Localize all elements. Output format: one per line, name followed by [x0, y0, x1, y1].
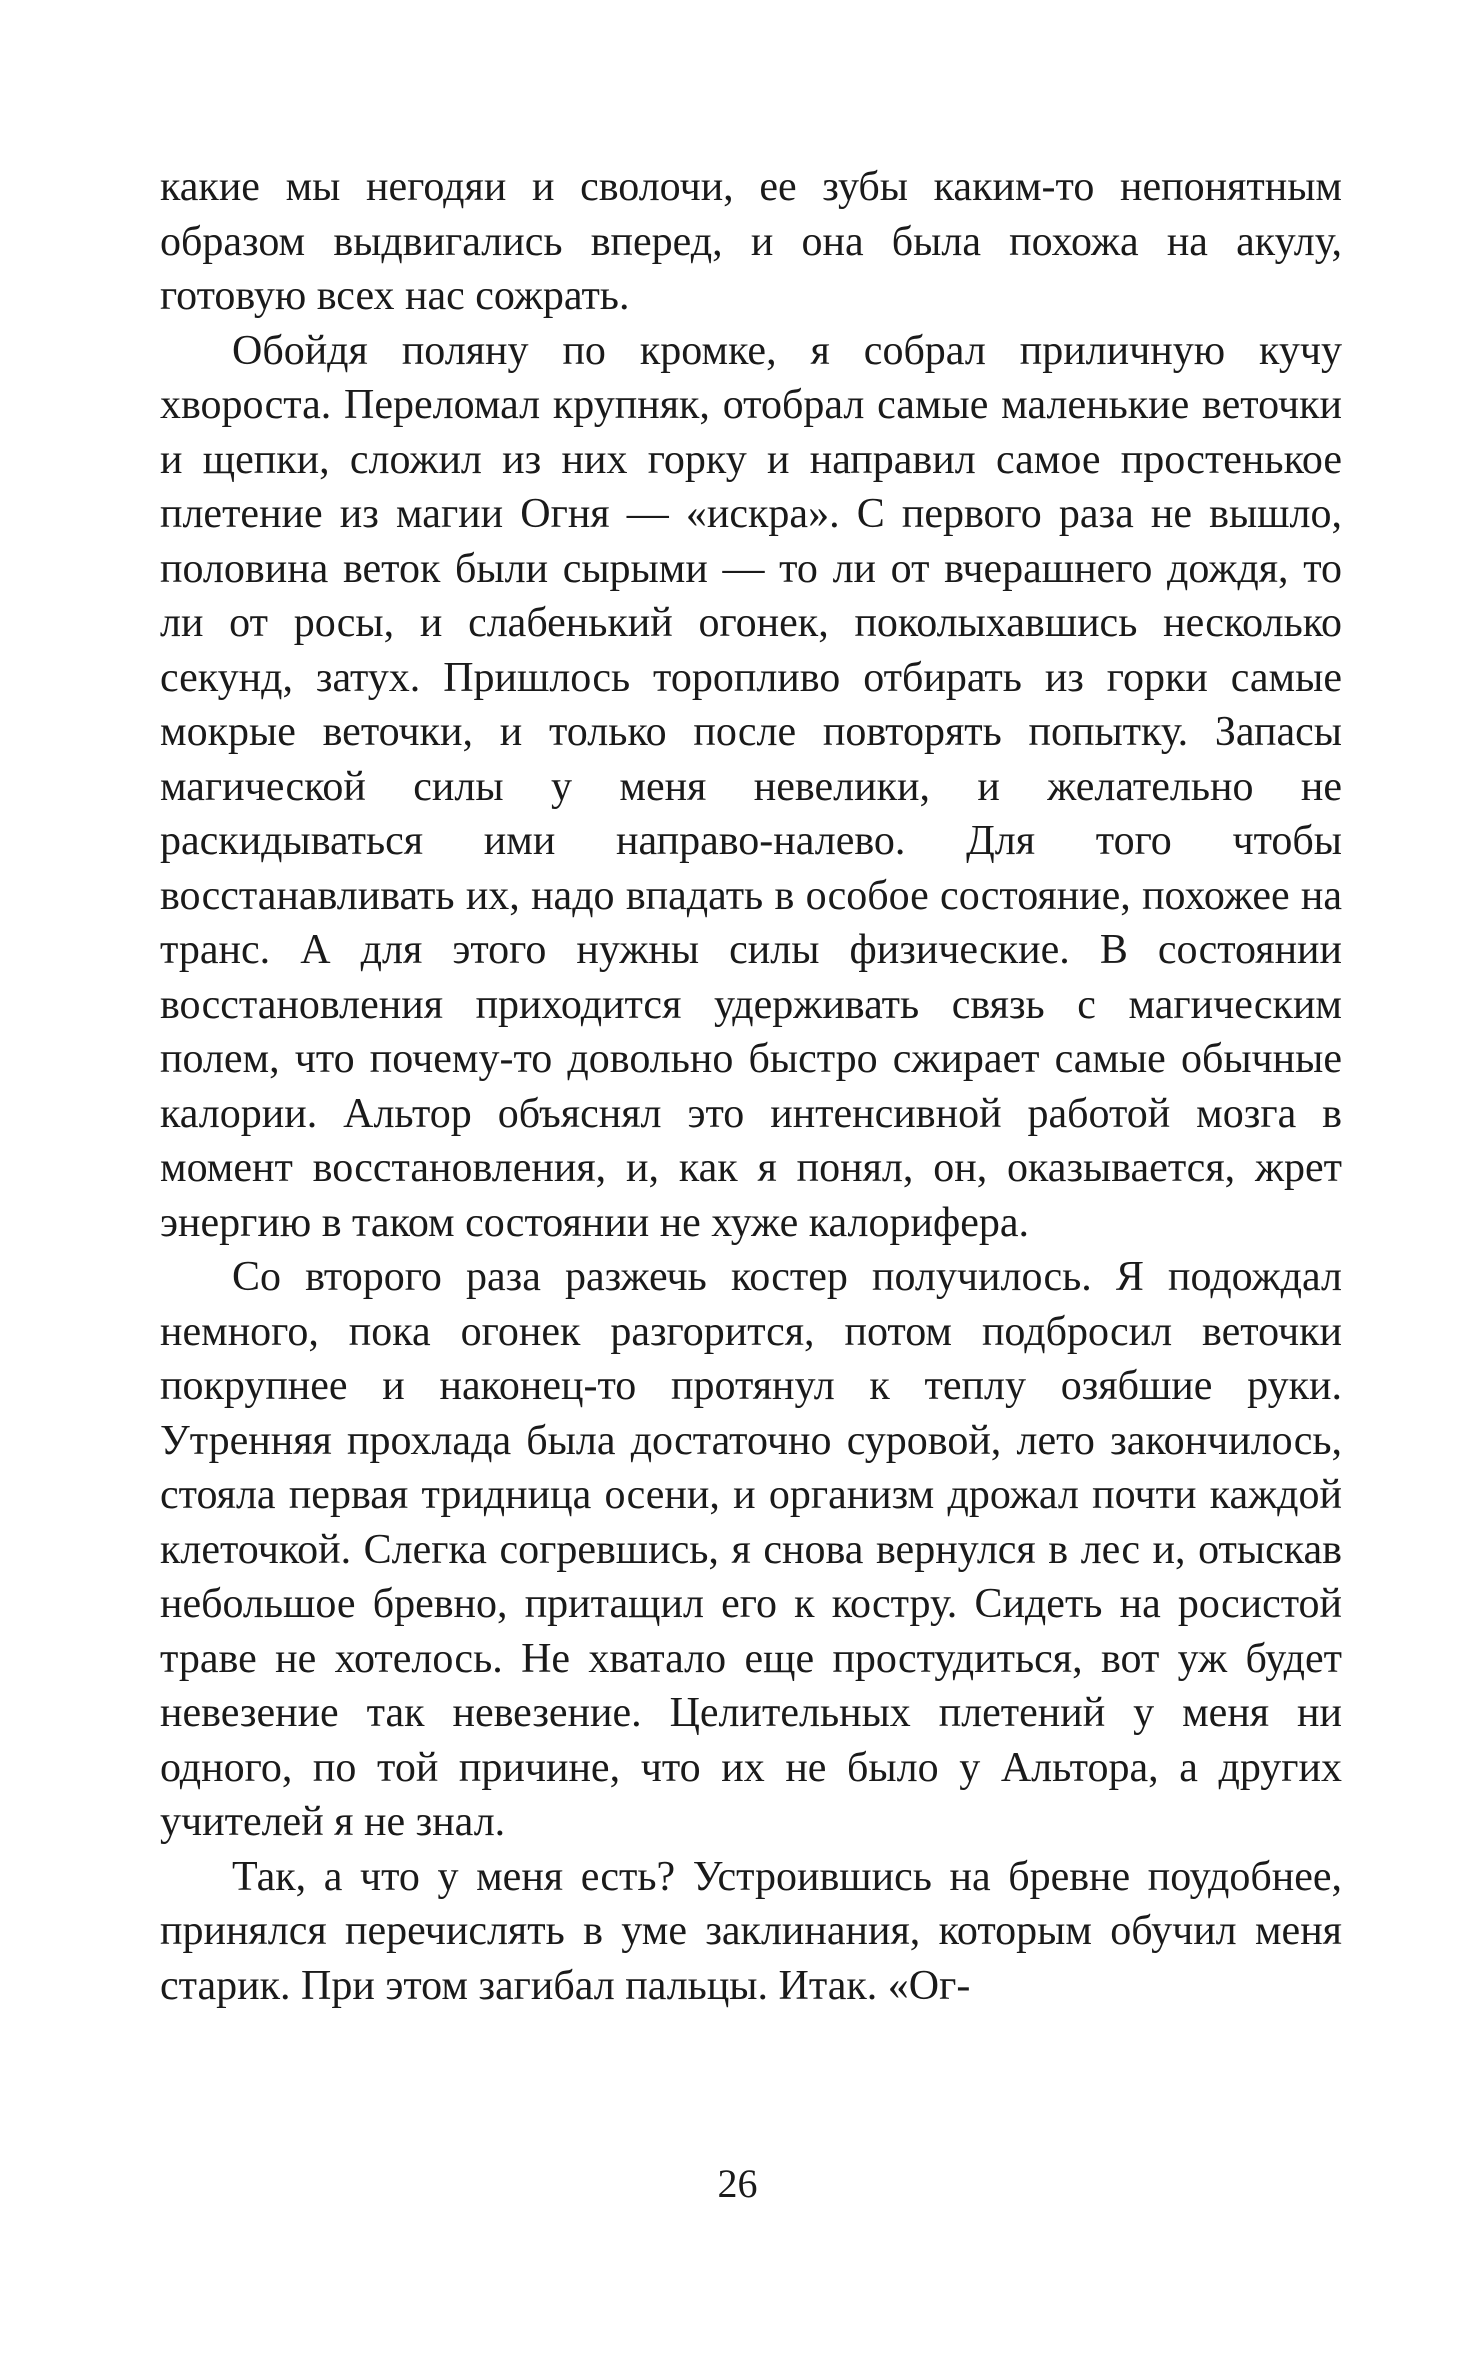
page-body: [160, 160, 1342, 2013]
paragraph-2: Обойдя поляну по кромке, я собрал приличную кучу хвороста. Переломал крупняк, отобрал самые маленькие веточки и щепки, сложил из них горку и направил самое простенькое плетение из магии Огня — «искра». С первого раза не вышло, половина веток были сырыми — то ли от вчерашнего дождя, то ли от росы, и слабенький огонек, поколыхавшись несколько секунд, затух. Пришлось торопливо отбирать из горки самые мокрые веточки, и только после повторять попытку. Запасы магической силы у меня невелики, и желательно не раскидываться ими направо-налево. Для того чтобы восстанавливать их, надо впадать в особое состояние, похожее на транс. А для этого нужны силы физические. В состоянии восстановления приходится удерживать связь с магическим полем, что почему-то довольно быстро сжирает самые обычные калории. Альтор объяснял это интенсивной работой мозга в момент восстановления, и, как я понял, он, оказывается, жрет энергию в таком состоянии не хуже калорифера.: [160, 327, 1342, 1246]
paragraph-1: какие мы негодяи и сволочи, ее зубы каким-то непонятным образом выдвигались вперед, и она была похожа на акулу, готовую всех нас сожрать.: [160, 164, 1342, 319]
paragraph-4: Так, а что у меня есть? Устроившись на бревне поудобнее, принялся перечислять в уме заклинания, которым обучил меня старик. При этом загибал пальцы. Итак. «Ог-: [160, 1853, 1342, 2009]
page-number: 26: [717, 2161, 758, 2206]
paragraph-3: Со второго раза разжечь костер получилось. Я подождал немного, пока огонек разгорится, потом подбросил веточки покрупнее и наконец-то протянул к теплу озябшие руки. Утренняя прохлада была достаточно суровой, лето закончилось, стояла первая тридница осени, и организм дрожал почти каждой клеточкой. Слегка согревшись, я снова вернулся в лес и, отыскав небольшое бревно, притащил его к костру. Сидеть на росистой траве не хотелось. Не хватало еще простудиться, вот уж будет невезение так невезение. Целительных плетений у меня ни одного, по той причине, что их не было у Альтора, а других учителей я не знал.: [160, 1254, 1342, 1845]
